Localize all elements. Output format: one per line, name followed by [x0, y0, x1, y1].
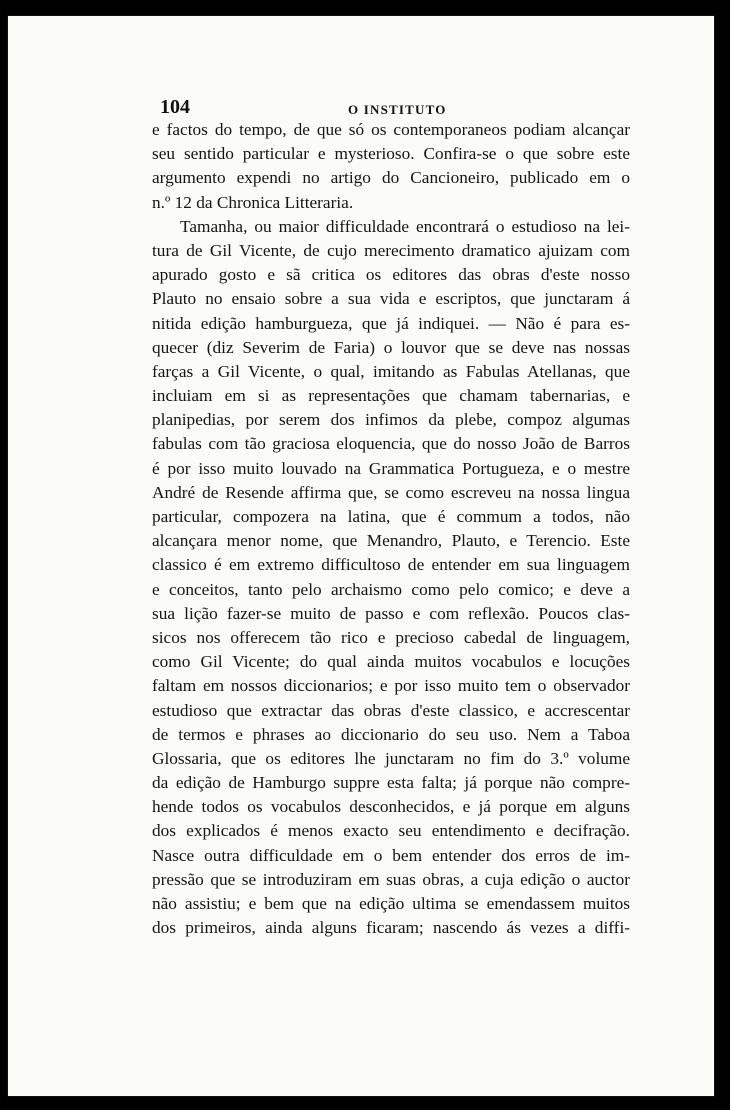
text-line: alcançara menor nome, que Menandro, Plauto, e Terencio. Este	[152, 531, 630, 551]
text-line: é por isso muito louvado na Grammatica Portugueza, e o mestre	[152, 458, 630, 478]
text-line: como Gil Vicente; do qual ainda muitos vocabulos e locuções	[152, 652, 630, 672]
text-line: hende todos os vocabulos desconhecidos, e já porque em alguns	[152, 797, 630, 817]
text-line: estudioso que extractar das obras d'este classico, e accrescentar	[152, 700, 630, 720]
text-line: n.º 12 da Chronica Litteraria.	[152, 192, 354, 212]
text-line: não assistiu; e bem que na edição ultima se emendassem muitos	[152, 894, 630, 913]
text-line: dos explicados é menos exacto seu entendimento e decifração.	[152, 821, 630, 841]
text-line: fabulas com tão graciosa eloquencia, que do nosso João de Barros	[152, 434, 630, 454]
text-line: incluiam em si as representações que chamam tabernarias, e	[152, 386, 630, 406]
text-line: nitida edição hamburgueza, que já indiquei. — Não é para es-	[152, 313, 630, 333]
text-line: quecer (diz Severim de Faria) o louvor que se deve nas nossas	[152, 337, 630, 357]
text-line: classico é em extremo difficultoso de entender em sua linguagem	[152, 555, 630, 575]
text-line: apurado gosto e sã critica os editores das obras d'este nosso	[152, 265, 630, 285]
text-line: pressão que se introduziram em suas obras, a cuja edição o auctor	[152, 869, 630, 889]
text-line: dos primeiros, ainda alguns ficaram; nascendo ás vezes a diffi-	[152, 918, 630, 938]
text-line: Plauto no ensaio sobre a sua vida e escriptos, que junctaram á	[152, 289, 630, 309]
text-line: e factos do tempo, de que só os contemporaneos podiam alcançar	[152, 120, 630, 139]
text-line: Nasce outra difficuldade em o bem entender dos erros de im-	[152, 845, 630, 865]
text-line: Glossaria, que os editores lhe junctaram no fim do 3.º volume	[152, 748, 630, 768]
text-line: sicos nos offerecem tão rico e precioso cabedal de linguagem,	[152, 627, 630, 647]
running-title: O INSTITUTO	[348, 102, 447, 117]
text-line: argumento expendi no artigo do Cancioneiro, publicado em o	[152, 168, 630, 188]
text-line: sua lição fazer-se muito de passo e com reflexão. Poucos clas-	[152, 603, 630, 623]
text-line: tura de Gil Vicente, de cujo merecimento dramatico ajuizam com	[152, 240, 630, 260]
paragraph	[152, 215, 630, 941]
text-line: planipedias, por serem dos infimos da plebe, compoz algumas	[152, 410, 630, 430]
text-line: faltam em nossos diccionarios; e por isso muito tem o observador	[152, 676, 630, 696]
text-line: Tamanha, ou maior difficuldade encontrará o estudioso na lei-	[180, 216, 630, 236]
text-line: e conceitos, tanto pelo archaismo como pelo comico; e deve a	[152, 579, 630, 599]
text-line: particular, compozera na latina, que é commum a todos, não	[152, 507, 630, 526]
text-line: da edição de Hamburgo suppre esta falta; já porque não compre-	[152, 773, 630, 793]
page-number: 104	[160, 96, 190, 118]
text-line: farças a Gil Vicente, o qual, imitando as Fabulas Atellanas, que	[152, 361, 630, 381]
body-text	[152, 118, 630, 940]
text-line: seu sentido particular e mysterioso. Confira-se o que sobre este	[152, 144, 630, 164]
text-line: de termos e phrases ao diccionario do seu uso. Nem a Taboa	[152, 724, 630, 744]
text-line: André de Resende affirma que, se como escreveu na nossa lingua	[152, 482, 630, 502]
paragraph	[152, 118, 630, 215]
